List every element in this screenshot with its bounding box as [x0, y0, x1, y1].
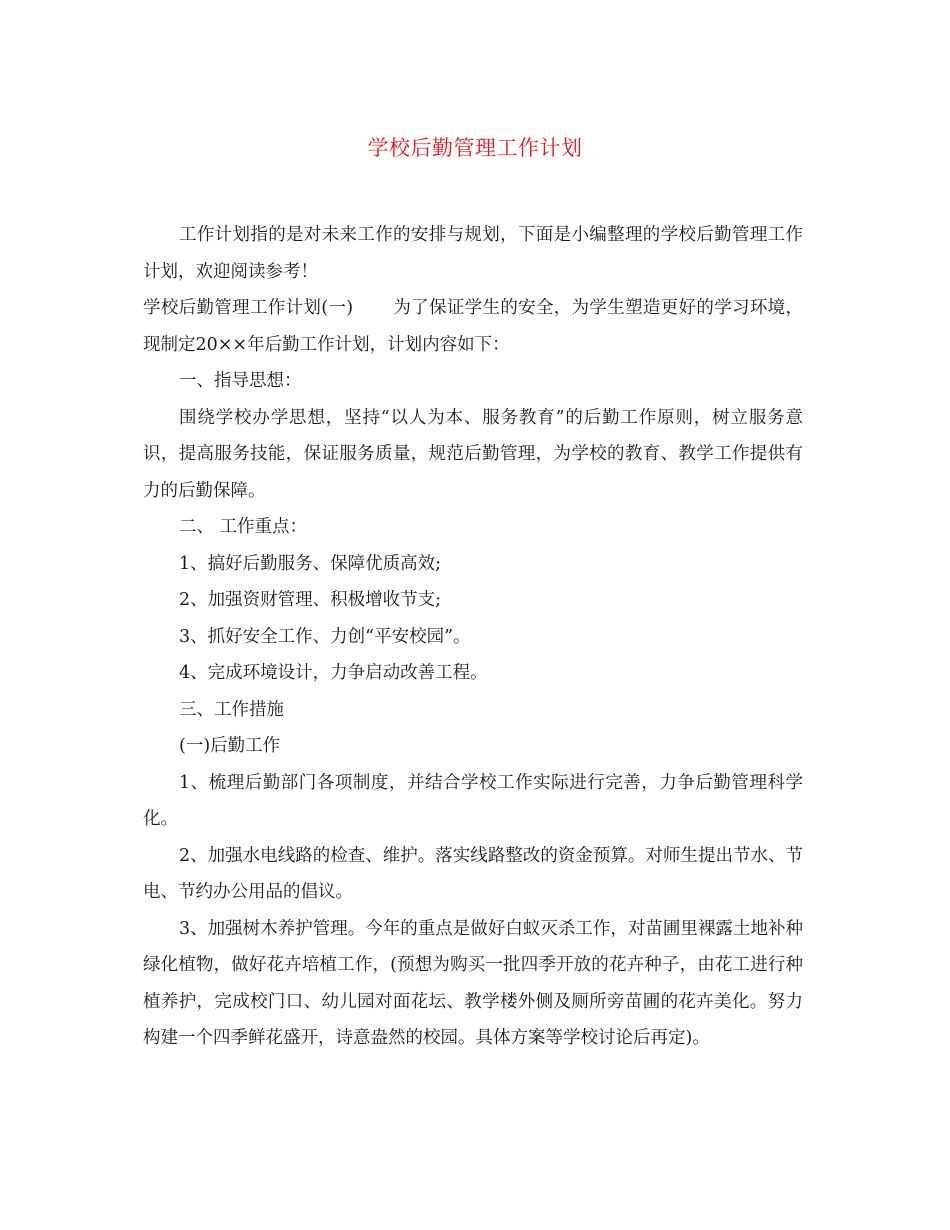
plan-paragraph — [143, 290, 803, 363]
list-item: 2、加强资财管理、积极增收节支; — [179, 590, 442, 610]
section-heading: 二、 工作重点： — [179, 517, 308, 537]
section-heading: 三、工作措施 — [179, 699, 284, 720]
list-item: 1、梳理后勤部门各项制度，并结合学校工作实际进行完善，力争后勤管理科学化。 — [143, 772, 803, 829]
list-item: 3、抓好安全工作、力创“平安校园”。 — [179, 626, 471, 647]
section-heading: 一、指导思想： — [179, 371, 302, 391]
list-item: 4、完成环境设计，力争启动改善工程。 — [179, 663, 488, 683]
intro-paragraph: 工作计划指的是对未来工作的安排与规划，下面是小编整理的学校后勤管理工作计划，欢迎阅读参考！ — [143, 225, 803, 282]
document-body — [143, 217, 803, 1057]
list-item: 2、加强水电线路的检查、维护。落实线路整改的资金预算。对师生提出节水、节电、节约办公用品的倡议。 — [143, 845, 803, 902]
list-item: 3、加强树木养护管理。今年的重点是做好白蚁灭杀工作，对苗圃里裸露土地补种绿化植物，做好花卉培植工作，(预想为购买一批四季开放的花卉种子，由花工进行种植养护，完成校门口、幼儿园对面花坛、教学楼外侧及厕所旁苗圃的花卉美化。努力构建一个四季鲜花盛开，诗意盎然的校园。具体方案等学校讨论后再定)。 — [143, 918, 803, 1048]
plan-heading: 学校后勤管理工作计划(一) — [143, 298, 354, 318]
section-paragraph: 围绕学校办学思想，坚持“以人为本、服务教育”的后勤工作原则，树立服务意识，提高服务技能，保证服务质量，规范后勤管理，为学校的教育、教学工作提供有力的后勤保障。 — [143, 407, 803, 501]
subsection-heading: (一)后勤工作 — [179, 736, 281, 756]
document-title: 学校后勤管理工作计划 — [367, 136, 583, 160]
list-item: 1、搞好后勤服务、保障优质高效; — [179, 553, 442, 574]
plan-intro: 为了保证学生的安全，为学生塑造更好的学习环境，现制定20××年后勤工作计划，计划内容如下： — [143, 298, 803, 355]
